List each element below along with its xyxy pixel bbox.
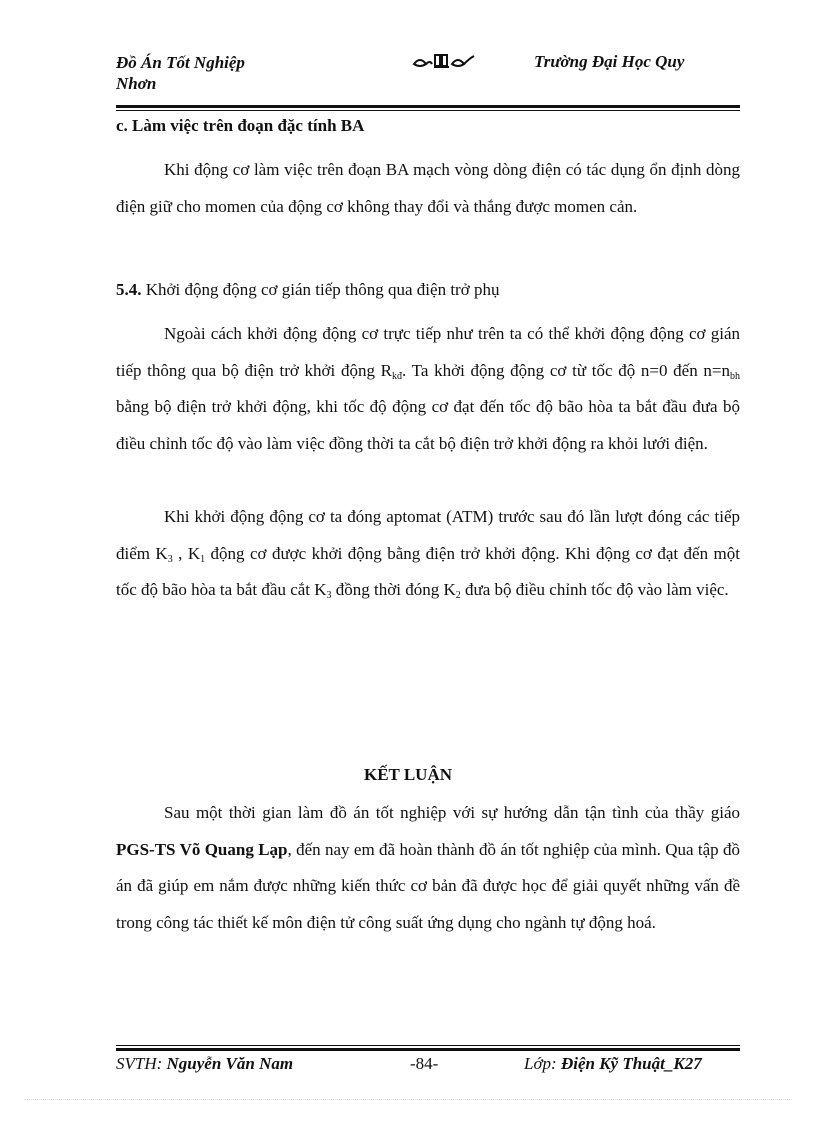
page-bottom-dotted-line: [24, 1099, 792, 1100]
header-title: Đồ Án Tốt Nghiệp: [116, 53, 245, 72]
footer-class: Lớp: Điện Kỹ Thuật_K27: [524, 1054, 702, 1073]
section-54-paragraph-2: Khi khởi động động cơ ta đóng aptomat (ATM) trước sau đó lần lượt đóng các tiếp điểm $K_3$ , $K_1$ động cơ được khởi động bằng điện trở khởi động. Khi động cơ đạt đến một tốc độ bão hòa ta bắt đầu cắt $K_3$ đồng thời đóng $K_2$ đưa bộ điều chỉnh tốc độ vào làm việc.: [116, 507, 740, 601]
section-c-paragraph: Khi động cơ làm việc trên đoạn BA mạch vòng dòng điện có tác dụng ổn định dòng điện giữ cho momen của động cơ không thay đổi và thắng được momen cản.: [116, 160, 740, 216]
footer-student: SVTH: Nguyễn Văn Nam: [116, 1054, 294, 1073]
conclusion-paragraph: Sau một thời gian làm đồ án tốt nghiệp với sự hướng dẫn tận tình của thầy giáo PGS-TS Võ Quang Lạp, đến nay em đã hoàn thành đồ án tốt nghiệp của mình. Qua tập đồ án đã giúp em nắm được những kiến thức cơ bản đã được học để giải quyết những vấn đề trong công tác thiết kế môn điện tử công suất ứng dụng cho ngành tự động hoá.: [116, 803, 740, 932]
header-title-continuation: Nhơn: [116, 74, 157, 93]
section-54-heading: 5.4. Khởi động động cơ gián tiếp thông qua điện trở phụ: [116, 280, 500, 299]
header-left: [116, 52, 245, 94]
advisor-name: PGS-TS Võ Quang Lạp: [116, 839, 288, 859]
header-right: Trường Đại Học Quy: [534, 52, 685, 71]
conclusion-title: KẾT LUẬN: [363, 765, 452, 784]
header-rule-thick: [116, 105, 740, 108]
section-c-heading: c. Làm việc trên đoạn đặc tính BA: [116, 116, 365, 135]
footer-rule-thin: [116, 1045, 740, 1046]
header-rule-thin: [116, 110, 740, 111]
section-54-paragraph-1: Ngoài cách khởi động động cơ trực tiếp như trên ta có thể khởi động động cơ gián tiếp thông qua bộ điện trở khởi động $R_{kđ}$. Ta khởi động động cơ từ tốc độ n=0 đến $n=n_{bh}$ bằng bộ điện trở khởi động, khi tốc độ động cơ đạt đến tốc độ bão hòa ta bắt đầu đưa bộ điều chỉnh tốc độ vào làm việc đồng thời ta cắt bộ điện trở khởi động ra khỏi lưới điện.: [116, 324, 741, 453]
footer-rule-thick: [116, 1048, 740, 1051]
ornament-icon: [412, 52, 476, 70]
page-number: -84-: [410, 1054, 439, 1073]
header-ornament: [412, 52, 476, 75]
